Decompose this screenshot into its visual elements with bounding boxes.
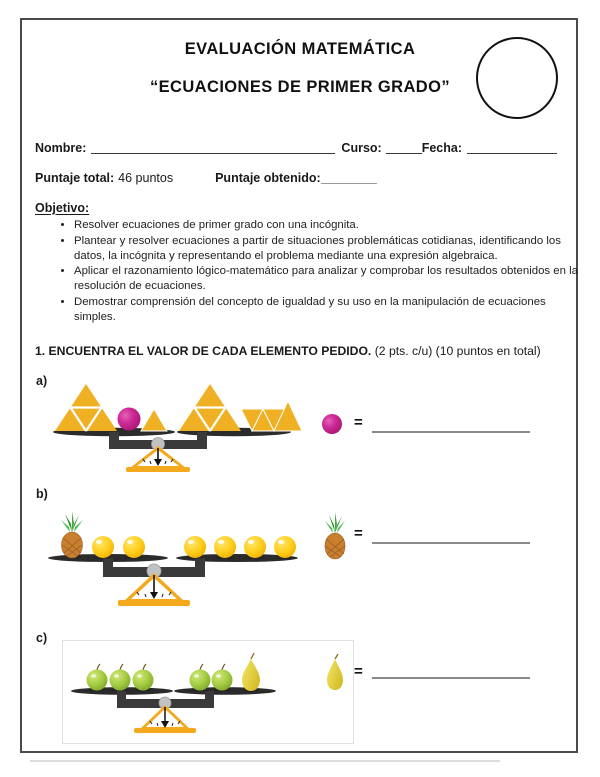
balance-scale-b: [45, 509, 300, 609]
obtained-score-field[interactable]: [321, 171, 377, 184]
pineapple: [61, 511, 83, 559]
objective-item: • Resolver ecuaciones de primer grado con una incógnita.: [74, 218, 582, 233]
pink-ball-icon: [321, 413, 343, 435]
triangle-row: [241, 401, 302, 431]
objective-item: • Plantear y resolver ecuaciones a partir de situaciones problemáticas cotidianas, identificando los datos, la incógnita y representando el problema mediante una expresión algebraica.: [74, 234, 582, 264]
objective-list: [48, 218, 582, 325]
composite-triangle: [179, 384, 241, 431]
exercise1-heading: [35, 344, 541, 358]
equals-sign-b: =: [354, 525, 363, 542]
name-label: Nombre:: [35, 141, 87, 155]
objective-item: • Aplicar el razonamiento lógico-matemático para analizar y comprobar los resultados obtenidos en la resolución de ecuaciones.: [74, 264, 582, 294]
pear-icon: [323, 653, 347, 691]
exercise1-heading-bold: 1. ENCUENTRA EL VALOR DE CADA ELEMENTO PEDIDO.: [35, 344, 372, 358]
pineapple-icon: [322, 511, 348, 561]
objective-heading: Objetivo:: [35, 201, 90, 215]
page-title: EVALUACIÓN MATEMÁTICA: [184, 40, 416, 58]
course-field[interactable]: [386, 141, 422, 154]
balance-scale-a: [50, 377, 302, 472]
answer-blank-a[interactable]: [372, 431, 530, 433]
grade-circle: [476, 37, 558, 119]
total-score-value: 46 puntos: [118, 171, 174, 185]
score-row: [35, 171, 557, 185]
equals-sign-a: =: [354, 414, 363, 431]
answer-blank-c[interactable]: [372, 677, 530, 679]
pear: [242, 653, 260, 692]
obtained-score-label: Puntaje obtenido:: [215, 171, 321, 185]
objective-item: • Demostrar comprensión del concepto de igualdad y su uso en la manipulación de ecuaciones simples.: [74, 295, 582, 325]
page-subtitle: “ECUACIONES DE PRIMER GRADO”: [150, 78, 450, 96]
date-field[interactable]: [467, 141, 557, 154]
pink-ball: [118, 408, 141, 431]
item-a-label: a): [36, 374, 48, 388]
course-label: Curso:: [341, 141, 382, 155]
composite-triangle: [55, 384, 117, 431]
total-score-label: Puntaje total:: [35, 171, 115, 185]
name-field[interactable]: [91, 141, 335, 154]
page-bottom-shadow: [30, 760, 500, 762]
item-c-label: c): [36, 631, 48, 645]
balance-scale-c: [70, 649, 295, 739]
small-triangle: [141, 409, 167, 431]
equals-sign-c: =: [354, 663, 363, 680]
answer-blank-b[interactable]: [372, 542, 530, 544]
item-b-label: b): [36, 487, 48, 501]
exercise1-heading-points: (2 pts. c/u) (10 puntos en total): [374, 344, 541, 358]
student-info-row: [35, 141, 557, 155]
date-label: Fecha:: [421, 141, 462, 155]
green-apples: [87, 664, 233, 691]
